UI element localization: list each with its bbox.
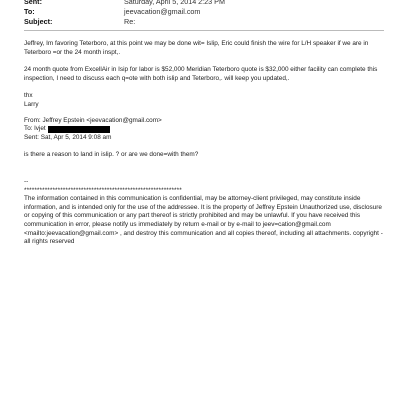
sent-value: Saturday, April 5, 2014 2:23 PM [124,0,225,6]
redaction-bar [48,126,110,134]
to-label: To: [24,7,35,16]
email-body [24,40,384,247]
body-paragraph-2: 24 month quote from ExcellAir in Isip for labor is $52,000 Meridian Teterboro quote is $32,000 either facility can complete this inspection, I need to discuss each q=ote with both islip and Teterboro,. will keep you updated,. [24,66,378,82]
body-paragraph-1: Jeffrey, Im favoring Teterboro, at this point we may be done wit= Islip, Eric could finish the wire for L/H speaker if we are in Teterboro =or the 24 month inspt,. [24,40,369,56]
sent-label: Sent: [24,0,42,6]
quoted-from: From: Jeffrey Epstein <jeevacation@gmail.com> [24,116,162,124]
subject-value: Re: [124,17,136,26]
separator-stars: ************************************************************* [24,186,182,194]
subject-label: Subject: [24,17,53,26]
quoted-sent: Sent: Sat, Apr 5, 2014 9:08 am [24,133,112,141]
signature-dashes: -- [24,177,29,185]
email-header [24,0,384,27]
sent-row [24,0,384,7]
quoted-to-line [24,125,384,134]
quoted-message: is there a reason to land in islip. ? or are we done=with them? [24,151,199,159]
header-divider [24,30,384,31]
signoff-thanks: thx [24,92,33,100]
signoff-name: Larry [24,100,39,108]
confidentiality-disclaimer: The information contained in this communication is confidential, may be attorney-client privileged, may constitute inside information, and is intended only for the use of the addressee. It is the property of Jeffrey Epstein Unauthorized use, disclosure or copying of this communication or any part thereof is strictly prohibited and may be unlawful. If you have received this communication in error, please notify us immediately by return e-mail or by e-mail to jeev=cation@gmail.com <mailto:jeevacation@gmail.com> , and destroy this communication and all copies thereof, including all attachments. copyright -all rights reserved [24,195,383,246]
to-row [24,7,384,17]
to-value: jeevacation@gmail.com [124,7,201,16]
subject-row [24,17,384,27]
quoted-to: To: lvjet [24,125,46,133]
